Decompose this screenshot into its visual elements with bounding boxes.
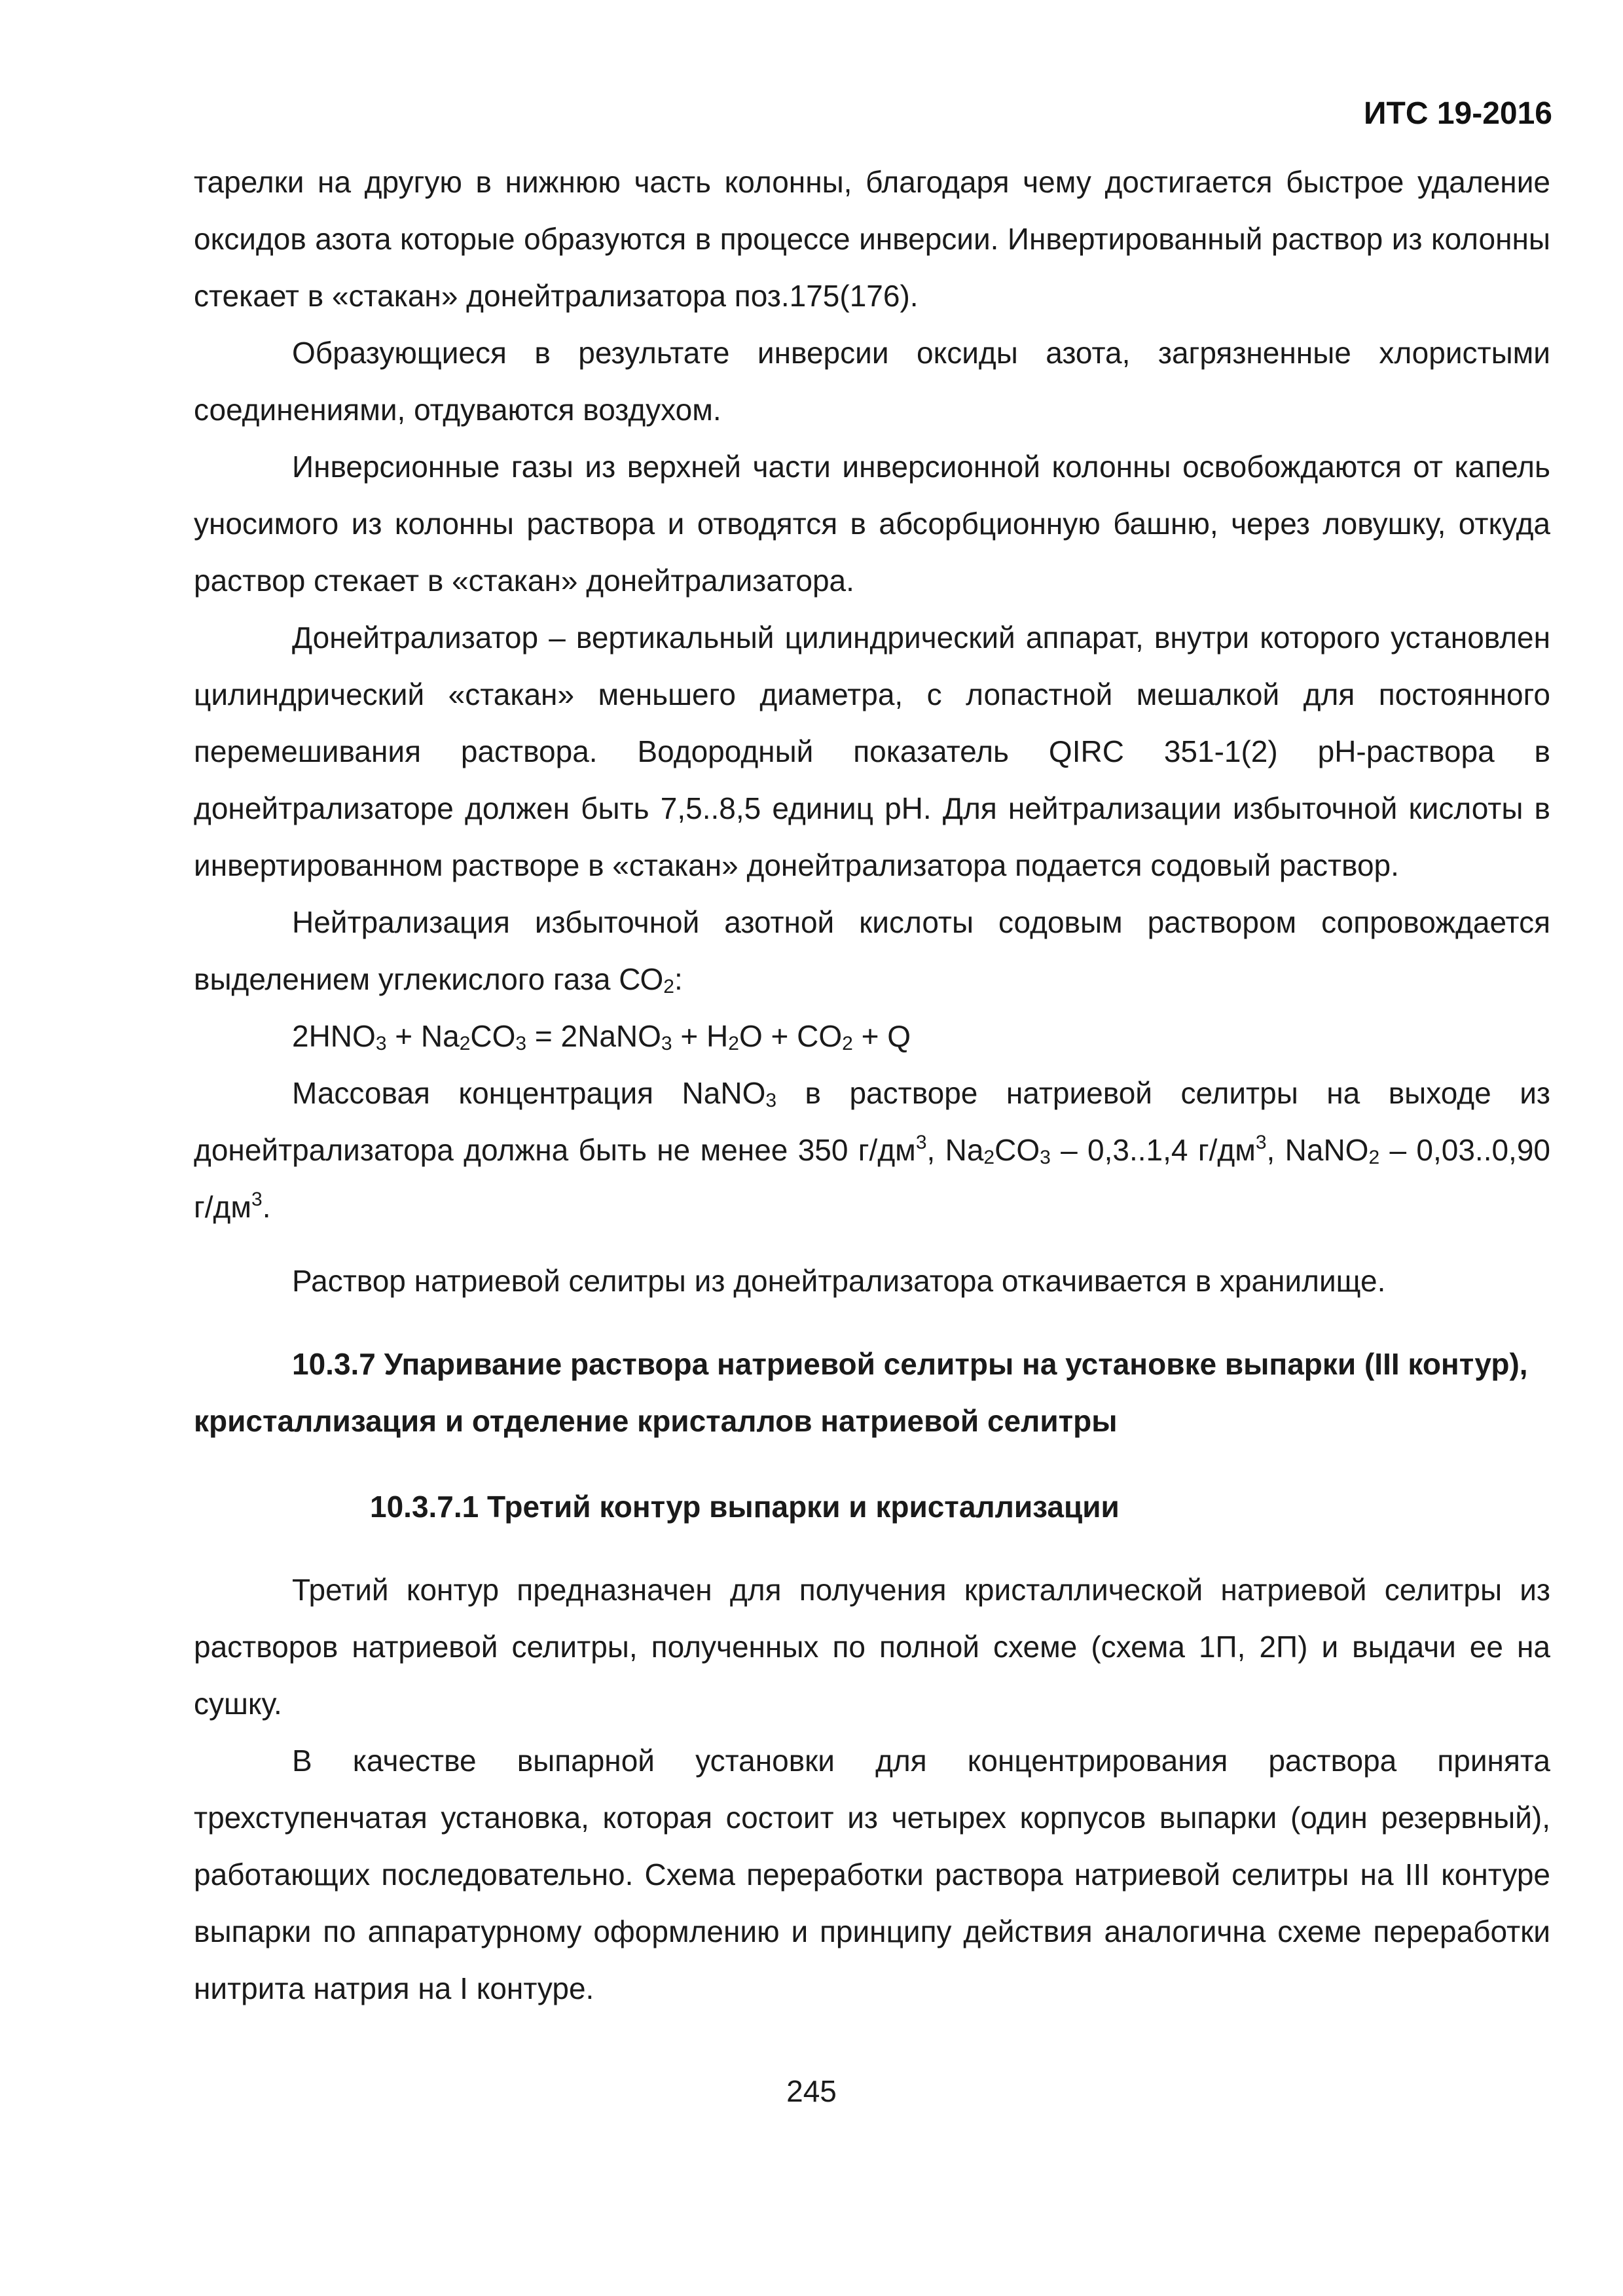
spacer [194,1535,1550,1562]
paragraph-nitrogen-oxides: Образующиеся в результате инверсии оксиды азота, загрязненные хлористыми соединениями, отдуваются воздухом. [194,336,1550,427]
spacer [194,1236,1550,1253]
paragraph-inversion-column: тарелки на другую в нижнюю часть колонны, благодаря чему достигается быстрое удаление оксидов азота которые образуются в процессе инверсии. Инвертированный раствор из колонны стекает в «стакан» донейтрализатора поз.175(176). [194,165,1550,313]
paragraph-neutralizer: Донейтрализатор – вертикальный цилиндрический аппарат, внутри которого установлен цилиндрический «стакан» меньшего диаметра, с лопастной мешалкой для постоянного перемешивания раствора. Водородный показатель QIRC 351-1(2) рН-раствора в донейтрализаторе должен быть 7,5..8,5 единиц рН. Для нейтрализации избыточной кислоты в инвертированном растворе в «стакан» донейтрализатора подается содовый раствор. [194,620,1550,882]
paragraph-third-circuit: Третий контур предназначен для получения кристаллической натриевой селитры из растворов натриевой селитры, полученных по полной схеме (схема 1П, 2П) и выдачи ее на сушку. [194,1573,1550,1721]
document-body [194,154,1550,2017]
paragraph-storage: Раствор натриевой селитры из донейтрализатора откачивается в хранилище. [292,1264,1386,1298]
paragraph-evaporation-unit: В качестве выпарной установки для концентрирования раствора принята трехступенчатая установка, которая состоит из четырех корпусов выпарки (один резервный), работающих последовательно. Схема переработки раствора натриевой селитры на III контуре выпарки по аппаратурному оформлению и принципу действия аналогична схеме переработки нитрита натрия на I контуре. [194,1744,1550,2005]
paragraph-neutralization: Нейтрализация избыточной азотной кислоты содовым раствором сопровождается выделением углекислого газа $СО_2$: [194,905,1550,997]
document-code: ИТС 19-2016 [1364,96,1552,131]
chemical-equation: $2HNO_3 + Na_2CO_3$ = 2NaNO$_3$ + $H_2O + CO_2 + Q$ [292,1019,911,1054]
section-heading: 10.3.7 Упаривание раствора натриевой селитры на установке выпарки (III контур), кристаллизация и отделение кристаллов натриевой селитры [194,1347,1528,1438]
paragraph-inversion-gases: Инверсионные газы из верхней части инверсионной колонны освобождаются от капель уносимого из колонны раствора и отводятся в абсорбционную башню, через ловушку, откуда раствор стекает в «стакан» донейтрализатора. [194,450,1550,598]
spacer [194,1310,1550,1336]
subsection-heading: 10.3.7.1 Третий контур выпарки и кристаллизации [370,1490,1120,1524]
paragraph-concentration: Массовая концентрация NaNO$_3$ в растворе натриевой селитры на выходе из донейтрализатора должна быть не менее 350 $г/дм^3$, $Na_2CO_3 - 0,3..1,4$ $г/дм^3$, NaNO$_2$ – 0,03..0,90 $г/дм^3$. [194,1076,1550,1224]
spacer [194,1450,1550,1479]
page-number: 245 [786,2074,837,2108]
